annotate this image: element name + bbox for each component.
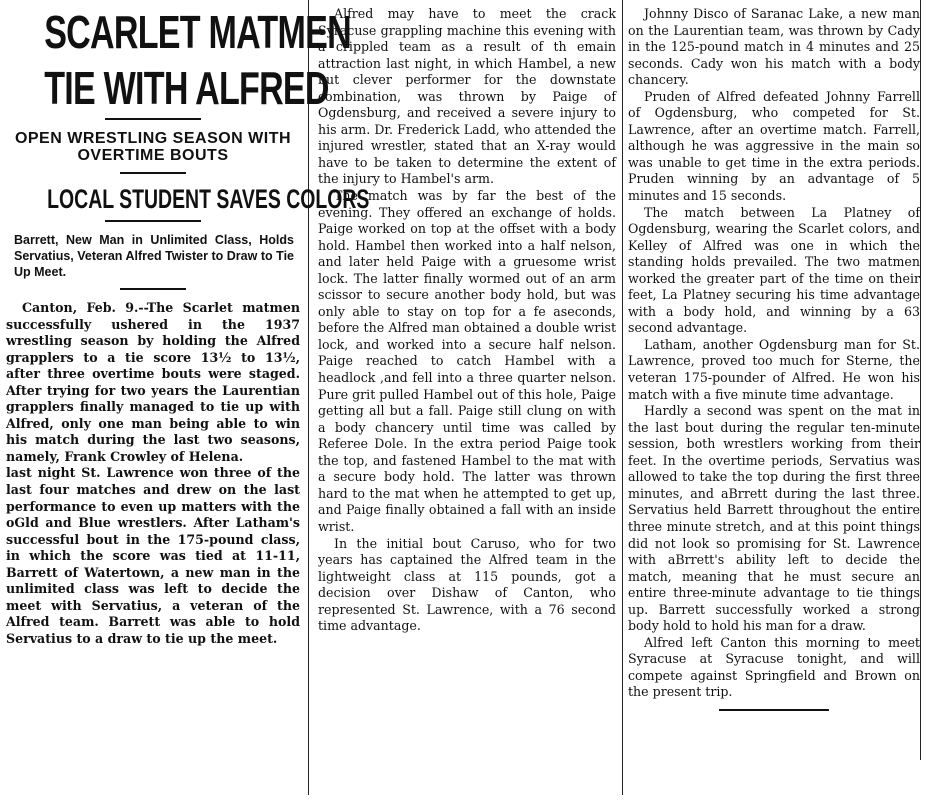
paragraph: last night St. Lawrence won three of the last four matches and drew on the last performance to even up matters with the oGld and Blue wrestlers. After Latham's successful bout in the 175-pound class, in which the score was tied at 11-11, Barrett of Watertown, a new man in the unlimited class was left to decide the meet with Servatius, a veteran of the Alfred team. Barrett was able to hold Servatius to a draw to tie up the meet. xyxy=(6,465,300,646)
subheadline: OPEN WRESTLING SEASON WITH OVERTIME BOUTS xyxy=(14,130,292,164)
article-body-col1 xyxy=(6,300,300,647)
column-3 xyxy=(628,0,920,800)
article-body-col3 xyxy=(628,6,920,701)
divider xyxy=(120,288,186,290)
subheadline-2: LOCAL STUDENT SAVES COLORS xyxy=(47,184,370,214)
divider xyxy=(105,220,201,222)
column-rule-left xyxy=(308,0,309,795)
end-divider xyxy=(719,709,829,711)
divider xyxy=(120,172,186,174)
paragraph: Canton, Feb. 9.--The Scarlet matmen successfully ushered in the 1937 wrestling season by holding the Alfred grapplers to a tie score 13½ to 13½, after three overtime bouts were staged. After trying for two years the Laurentian grapplers finally managed to tie up with Alfred, only one man being able to win his match during the last two seasons, namely, Frank Crowley of Helena. xyxy=(6,300,300,464)
paragraph: Hardly a second was spent on the mat in the last bout during the regular ten-minute session, both wrestlers working from their feet. In the overtime periods, Servatius was allowed to take the top during the first three minutes, and aBrrett during the last three. Servatius held Barrett throughout the entire three minute stretch, and at this point things did not look so promising for St. Lawrence with aBrrett's ability left to decide the match, meaning that he must secure an entire three-minute advantage to tie things up. Barrett successfully worked a strong body hold to hold his man for a draw. xyxy=(628,403,920,634)
paragraph: Alfred may have to meet the crack Syracuse grappling machine this evening with a crippled team as a result of th emain attraction last night, in which Hambel, a new but clever performer for the downstate combination, was thrown by Paige of Ogdensburg, and received a severe injury to his arm. Dr. Frederick Ladd, who attended the injured wrestler, stated that an X-ray would have to be taken to determine the extent of the injury to Hambel's arm. xyxy=(318,6,616,187)
column-rule-right xyxy=(622,0,623,795)
column-rule-edge xyxy=(920,0,921,760)
column-2 xyxy=(318,0,616,800)
paragraph: Johnny Disco of Saranac Lake, a new man on the Laurentian team, was thrown by Cady in the 125-pound match in 4 minutes and 25 seconds. Cady won his match with a body chancery. xyxy=(628,6,920,88)
paragraph: Pruden of Alfred defeated Johnny Farrell of Ogdensburg, who competed for St. Lawrence, after an overtime match. Farrell, although he was aggressive in the main so was unable to get time in the extra periods. Pruden winning by an advantage of 5 minutes and 15 seconds. xyxy=(628,88,920,204)
paragraph: In the initial bout Caruso, who for two years has captained the Alfred team in the lightweight class at 115 pounds, got a decision over Dishaw of Canton, who represented St. Lawrence, with a 76 second time advantage. xyxy=(318,535,616,634)
paragraph: Alfred left Canton this morning to meet Syracuse at Syracuse tonight, and will compete against Springfield and Brown on the present trip. xyxy=(628,634,920,700)
divider xyxy=(105,118,201,120)
paragraph: The match between La Platney of Ogdensburg, wearing the Scarlet colors, and Kelley of Alfred was one in which the standing holds prevailed. The two matmen worked the greater part of the time on their feet, La Platney securing his time advantage with a body hold, and winning by a 63 second advantage. xyxy=(628,204,920,336)
paragraph: Latham, another Ogdensburg man for St. Lawrence, proved too much for Sterne, the veteran 175-pounder of Alfred. He won his match with a five minute time advantage. xyxy=(628,336,920,402)
column-1 xyxy=(6,0,370,800)
deck-summary: Barrett, New Man in Unlimited Class, Holds Servatius, Veteran Alfred Twister to Draw to Tie Up Meet. xyxy=(14,233,294,279)
headline-line-1: SCARLET MATMEN xyxy=(44,6,351,58)
article-body-col2 xyxy=(318,6,616,635)
headline-line-2: TIE WITH ALFRED xyxy=(44,62,329,114)
paragraph: The match was by far the best of the evening. They offered an exchange of holds. Paige worked on top at the offset with a body hold. Hambel then worked into a half nelson, and later held Paige with a gruesome wrist lock. The latter finally wormed out of an arm scissor to secure another body hold, but was only able to stay on top for a fe aseconds, before the Alfred man obtained a double wrist lock, and worked into a secure half nelson. Paige reached to catch Hambel with a headlock ,and fell into a three quarter nelson. Pure grit pulled Hambel out of this hole, Paige getting all but a fall. Paige still clung on with a body chancery until time was called by Referee Dole. In the extra period Paige took the top, and fastened Hambel to the mat with a secure body hold. The latter was thrown hard to the mat when he attempted to get up, and Paige finally obtained a fall with an inside wrist. xyxy=(318,188,616,534)
